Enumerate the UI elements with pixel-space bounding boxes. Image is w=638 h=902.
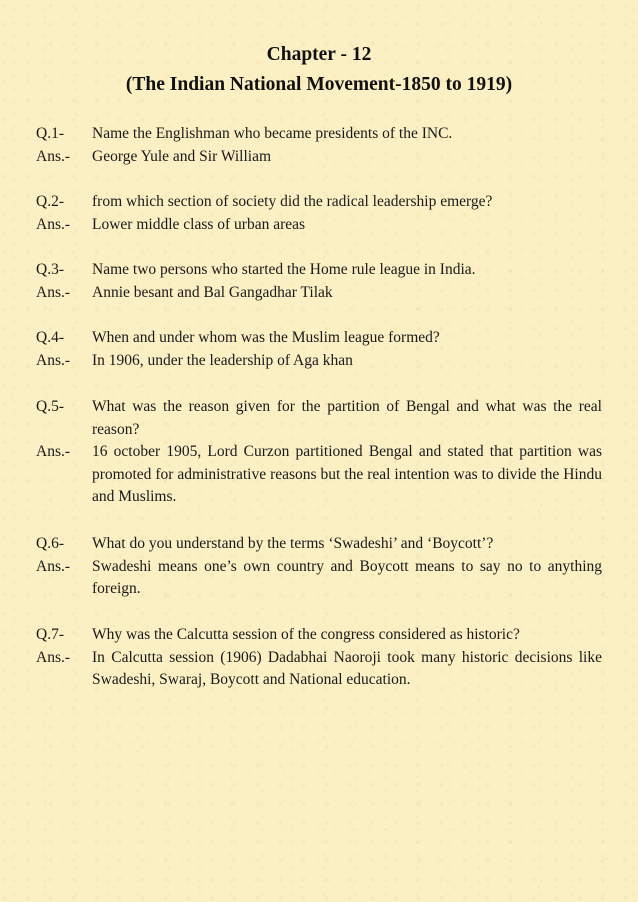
chapter-title: Chapter - 12 [266, 44, 372, 65]
question-text: What do you understand by the terms ‘Swadeshi’ and ‘Boycott’? [92, 535, 494, 552]
question-text: Name two persons who started the Home rule league in India. [92, 261, 476, 278]
qa-block-4 [36, 327, 602, 372]
question-row [36, 123, 602, 146]
answer-row [36, 350, 602, 373]
question-label: Q.7- [36, 626, 64, 643]
qa-block-7 [36, 624, 602, 692]
qa-block-3 [36, 259, 602, 304]
qa-block-2 [36, 191, 602, 236]
question-row [36, 624, 602, 647]
question-row [36, 327, 602, 350]
qa-block-6 [36, 533, 602, 601]
answer-text: 16 october 1905, Lord Curzon partitioned Bengal and stated that partition was promoted for administrative reasons but the real intention was to divide the Hindu and Muslims. [92, 443, 602, 505]
question-label: Q.1- [36, 125, 64, 142]
question-text: from which section of society did the radical leadership emerge? [92, 193, 493, 210]
answer-label: Ans.- [36, 557, 71, 575]
answer-label: Ans.- [36, 351, 71, 369]
answer-label: Ans.- [36, 147, 71, 165]
qa-block-5 [36, 396, 602, 509]
answer-row [36, 214, 602, 237]
question-text: Name the Englishman who became presidents of the INC. [92, 125, 453, 142]
answer-label: Ans.- [36, 283, 71, 301]
question-label: Q.4- [36, 329, 64, 346]
answer-row [36, 441, 602, 509]
chapter-subtitle: (The Indian National Movement-1850 to 1919) [125, 74, 513, 95]
answer-label: Ans.- [36, 443, 71, 460]
answer-row [36, 556, 602, 601]
answer-row [36, 647, 602, 692]
answer-label: Ans.- [36, 215, 71, 233]
question-label: Q.5- [36, 398, 64, 415]
answer-text: In 1906, under the leadership of Aga khan [92, 351, 353, 369]
answer-text: In Calcutta session (1906) Dadabhai Naoroji took many historic decisions like Swadeshi, Swaraj, Boycott and National education. [92, 648, 602, 688]
answer-text: Swadeshi means one’s own country and Boycott means to say no to anything foreign. [92, 557, 602, 597]
question-label: Q.6- [36, 535, 64, 552]
chapter-header [0, 40, 638, 100]
question-text: When and under whom was the Muslim league formed? [92, 329, 440, 346]
answer-text: Lower middle class of urban areas [92, 215, 306, 233]
answer-text: Annie besant and Bal Gangadhar Tilak [92, 283, 333, 301]
answer-row [36, 146, 602, 169]
answer-row [36, 282, 602, 305]
question-row [36, 191, 602, 214]
qa-block-1 [36, 123, 602, 168]
answer-label: Ans.- [36, 648, 71, 666]
question-text: Why was the Calcutta session of the congress considered as historic? [92, 626, 520, 643]
question-row [36, 259, 602, 282]
question-label: Q.3- [36, 261, 64, 278]
question-label: Q.2- [36, 193, 64, 210]
question-text: What was the reason given for the partition of Bengal and what was the real reason? [92, 398, 602, 438]
answer-text: George Yule and Sir William [92, 147, 272, 165]
question-row [36, 533, 602, 556]
question-row [36, 396, 602, 441]
